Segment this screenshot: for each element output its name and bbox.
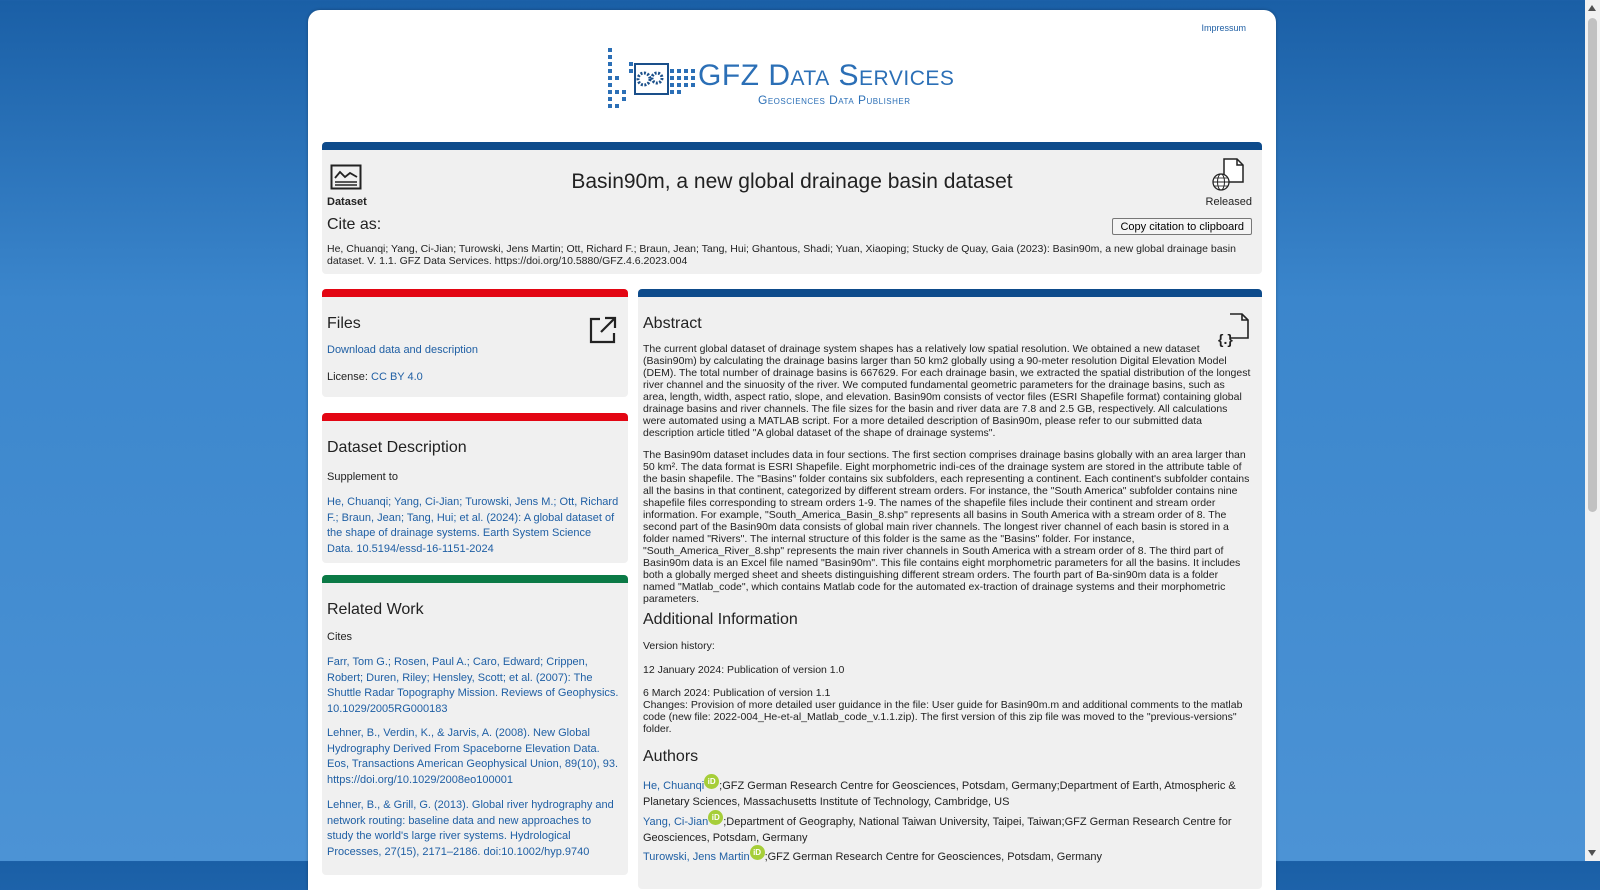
dataset-description-heading: Dataset Description: [327, 439, 467, 456]
files-panel: [322, 289, 628, 397]
abstract-paragraph-2: The Basin90m dataset includes data in four sections. The first section comprises drainage basins globally with an area larger than 50 km². The data format is ESRI Shapefile. Eight morphometric indi-ces of the drainage system are stored in the attribute table of the basin shapefile. The "Basins" folder contains six subfolders, each representing a continent. Each continent's subfolder contains all the basins in that continent, categorized by different stream orders. For instance, the "South America" subfolder contains nine shapefile files corresponding to stream orders 1-9. The names of the shapefile files include their continent and stream order information. For example, "South_America_Basin_8.shp" represents all basins in South America with a stream order of 8. The second part of the Basin90m data consists of global main river channels. The longest river channel of each basin is stored in a folder named "Rivers". The internal structure of this folder is the same as the "Basins" folder. For instance, "South_America_River_8.shp" represents the main river channels in South America with a stream order of 8. The third part of Basin90m data is an Excel file named "Basin90m". This file contains eight morphometric parameters for all the basins. It includes both a globally merged sheet and sheets distinguishing different stream orders. The fourth part of Ba-sin90m data is a folder named "Matlab_code", which contains Matlab code for the automated ex-traction of drainage systems and their morphometric parameters.: [643, 449, 1250, 605]
page-container: [308, 10, 1276, 890]
author-affiliation: ;GFZ German Research Centre for Geosciences, Potsdam, Germany: [764, 851, 1103, 863]
author-name-link[interactable]: Yang, Ci-Jian: [643, 816, 709, 828]
json-document-icon: [1218, 313, 1250, 347]
related-reference-link[interactable]: Farr, Tom G.; Rosen, Paul A.; Caro, Edward; Crippen, Robert; Duren, Riley; Hensley, Scott; et al. (2007): The Shuttle Radar Topography Mission. Reviews of Geophysics. 10.1029/2005RG000183: [327, 656, 619, 715]
author-entry: [643, 779, 1251, 810]
abstract-paragraph-1: The current global dataset of drainage system shapes has a relatively low spatial resolution. We obtained a new dataset (Basin90m) by calculating the drainage basins larger than 50 km2 globally using a 90-meter resolution Digital Elevation Model (DEM). The total number of drainage basins is 667629. For each drainage basin, we extracted the spatial distribution of the longest river channel and the sinuosity of the river. We computed fundamental geometric parameters for the drainage basins, such as area, length, width, aspect ratio, slope, and elevation. Basin90m consists of vector files (ESRI Shapefile format) containing global drainage basins and river channels. The file sizes for the basin and river data are 7.8 and 2.5 GB, respectively. All calculations were automated using a MATLAB script. For a more detailed description of Basin90m, please refer to our submitted data description article titled "A global dataset of the shape of drainage systems".: [643, 343, 1251, 439]
version-history-label: Version history:: [643, 640, 715, 652]
author-entry: [643, 850, 1251, 866]
license-link[interactable]: CC BY 4.0: [371, 371, 423, 383]
abstract-panel: [638, 289, 1262, 889]
abstract-heading: Abstract: [643, 315, 702, 332]
orcid-icon[interactable]: iD: [704, 774, 719, 789]
svg-text:{.}: {.}: [1218, 331, 1233, 347]
related-reference-link[interactable]: Lehner, B., Verdin, K., & Jarvis, A. (2008). New Global Hydrography Derived From Spaceborne Elevation Data. Eos, Transactions American Geophysical Union, 89(10), 93. https://doi.org/10.1029/2008eo100001: [327, 727, 619, 786]
panel-bar: [322, 575, 628, 583]
logo-title: GFZ Data Services: [698, 59, 955, 92]
external-link-icon[interactable]: [588, 315, 618, 345]
download-data-link[interactable]: Download data and description: [327, 344, 479, 356]
scroll-down-arrow-icon[interactable]: [1588, 850, 1596, 856]
vertical-scrollbar[interactable]: [1585, 0, 1600, 861]
related-work-heading: Related Work: [327, 601, 424, 618]
authors-heading: Authors: [643, 748, 699, 765]
author-entry: [643, 815, 1251, 846]
supplement-label: Supplement to: [327, 471, 398, 483]
panel-bar: [322, 413, 628, 421]
panel-bar: [322, 289, 628, 297]
supplement-reference-link[interactable]: He, Chuanqi; Yang, Ci-Jian; Turowski, Jens M.; Ott, Richard F.; Braun, Jean; Tang, Hui; et al. (2024): A global dataset of the shape of drainage systems. Earth System Science Data. 10.5194/essd-16-1151-2024: [327, 496, 619, 555]
related-work-panel: [322, 575, 628, 875]
cites-label: Cites: [327, 631, 353, 643]
author-name-link[interactable]: Turowski, Jens Martin: [643, 851, 750, 863]
gfz-logo[interactable]: [606, 46, 986, 110]
scrollbar-thumb[interactable]: [1588, 18, 1597, 512]
related-reference-link[interactable]: Lehner, B., & Grill, G. (2013). Global river hydrography and network routing: baseline data and new approaches to study the world's large river systems. Hydrological Processes, 27(15), 2171–2186. doi:10.1002/hyp.9740: [327, 799, 614, 858]
author-affiliation: ;GFZ German Research Centre for Geosciences, Potsdam, Germany;Department of Earth, Atmospheric & Planetary Sciences, Massachusetts Institute of Technology, Cambridge, US: [643, 780, 1236, 808]
logo-subtitle: Geosciences Data Publisher: [758, 93, 911, 107]
panel-bar: [638, 289, 1262, 297]
license-row: [327, 371, 423, 383]
panel-bar: [322, 142, 1262, 150]
author-affiliation: ;Department of Geography, National Taiwan University, Taipei, Taiwan;GFZ German Research Centre for Geosciences, Potsdam, Germany: [643, 816, 1232, 844]
files-heading: Files: [327, 315, 361, 332]
additional-information-heading: Additional Information: [643, 611, 798, 628]
orcid-icon[interactable]: iD: [708, 810, 723, 825]
release-status: Released: [1205, 196, 1252, 208]
version-2-changes: Changes: Provision of more detailed user guidance in the file: User guide for Basin90m.m and additional comments to the matlab code (new file: 2022-004_He-et-al_Matlab_code_v.1.1.zip). The first version of this zip file was moved to the "previous-versions" folder.: [643, 699, 1243, 735]
dataset-title: Basin90m, a new global drainage basin dataset: [571, 170, 1013, 193]
citation-text: He, Chuanqi; Yang, Ci-Jian; Turowski, Jens Martin; Ott, Richard F.; Braun, Jean; Tang, Hui; Ghantous, Shadi; Yuan, Xiaoping; Stucky de Quay, Gaia (2023): Basin90m, a new global drainage basin dataset. V. 1.1. GFZ Data Services. https://doi.org/10.5880/GFZ.4.6.2023.004: [327, 243, 1236, 267]
version-2-entry: 6 March 2024: Publication of version 1.1: [643, 687, 831, 699]
dataset-type-label: Dataset: [327, 196, 367, 208]
impressum-link[interactable]: Impressum: [1201, 23, 1246, 33]
cite-as-heading: Cite as:: [327, 216, 382, 233]
author-name-link[interactable]: He, Chuanqi: [643, 780, 705, 792]
dataset-description-panel: [322, 413, 628, 563]
license-label: License:: [327, 371, 372, 383]
logo-graphic-icon: [606, 46, 698, 110]
orcid-icon[interactable]: iD: [750, 845, 765, 860]
dataset-header-panel: [322, 142, 1262, 274]
version-1-entry: 12 January 2024: Publication of version 1.0: [643, 664, 845, 676]
scroll-up-arrow-icon[interactable]: [1588, 5, 1596, 11]
copy-citation-button[interactable]: Copy citation to clipboard: [1112, 218, 1252, 235]
released-globe-document-icon: [1210, 158, 1246, 192]
